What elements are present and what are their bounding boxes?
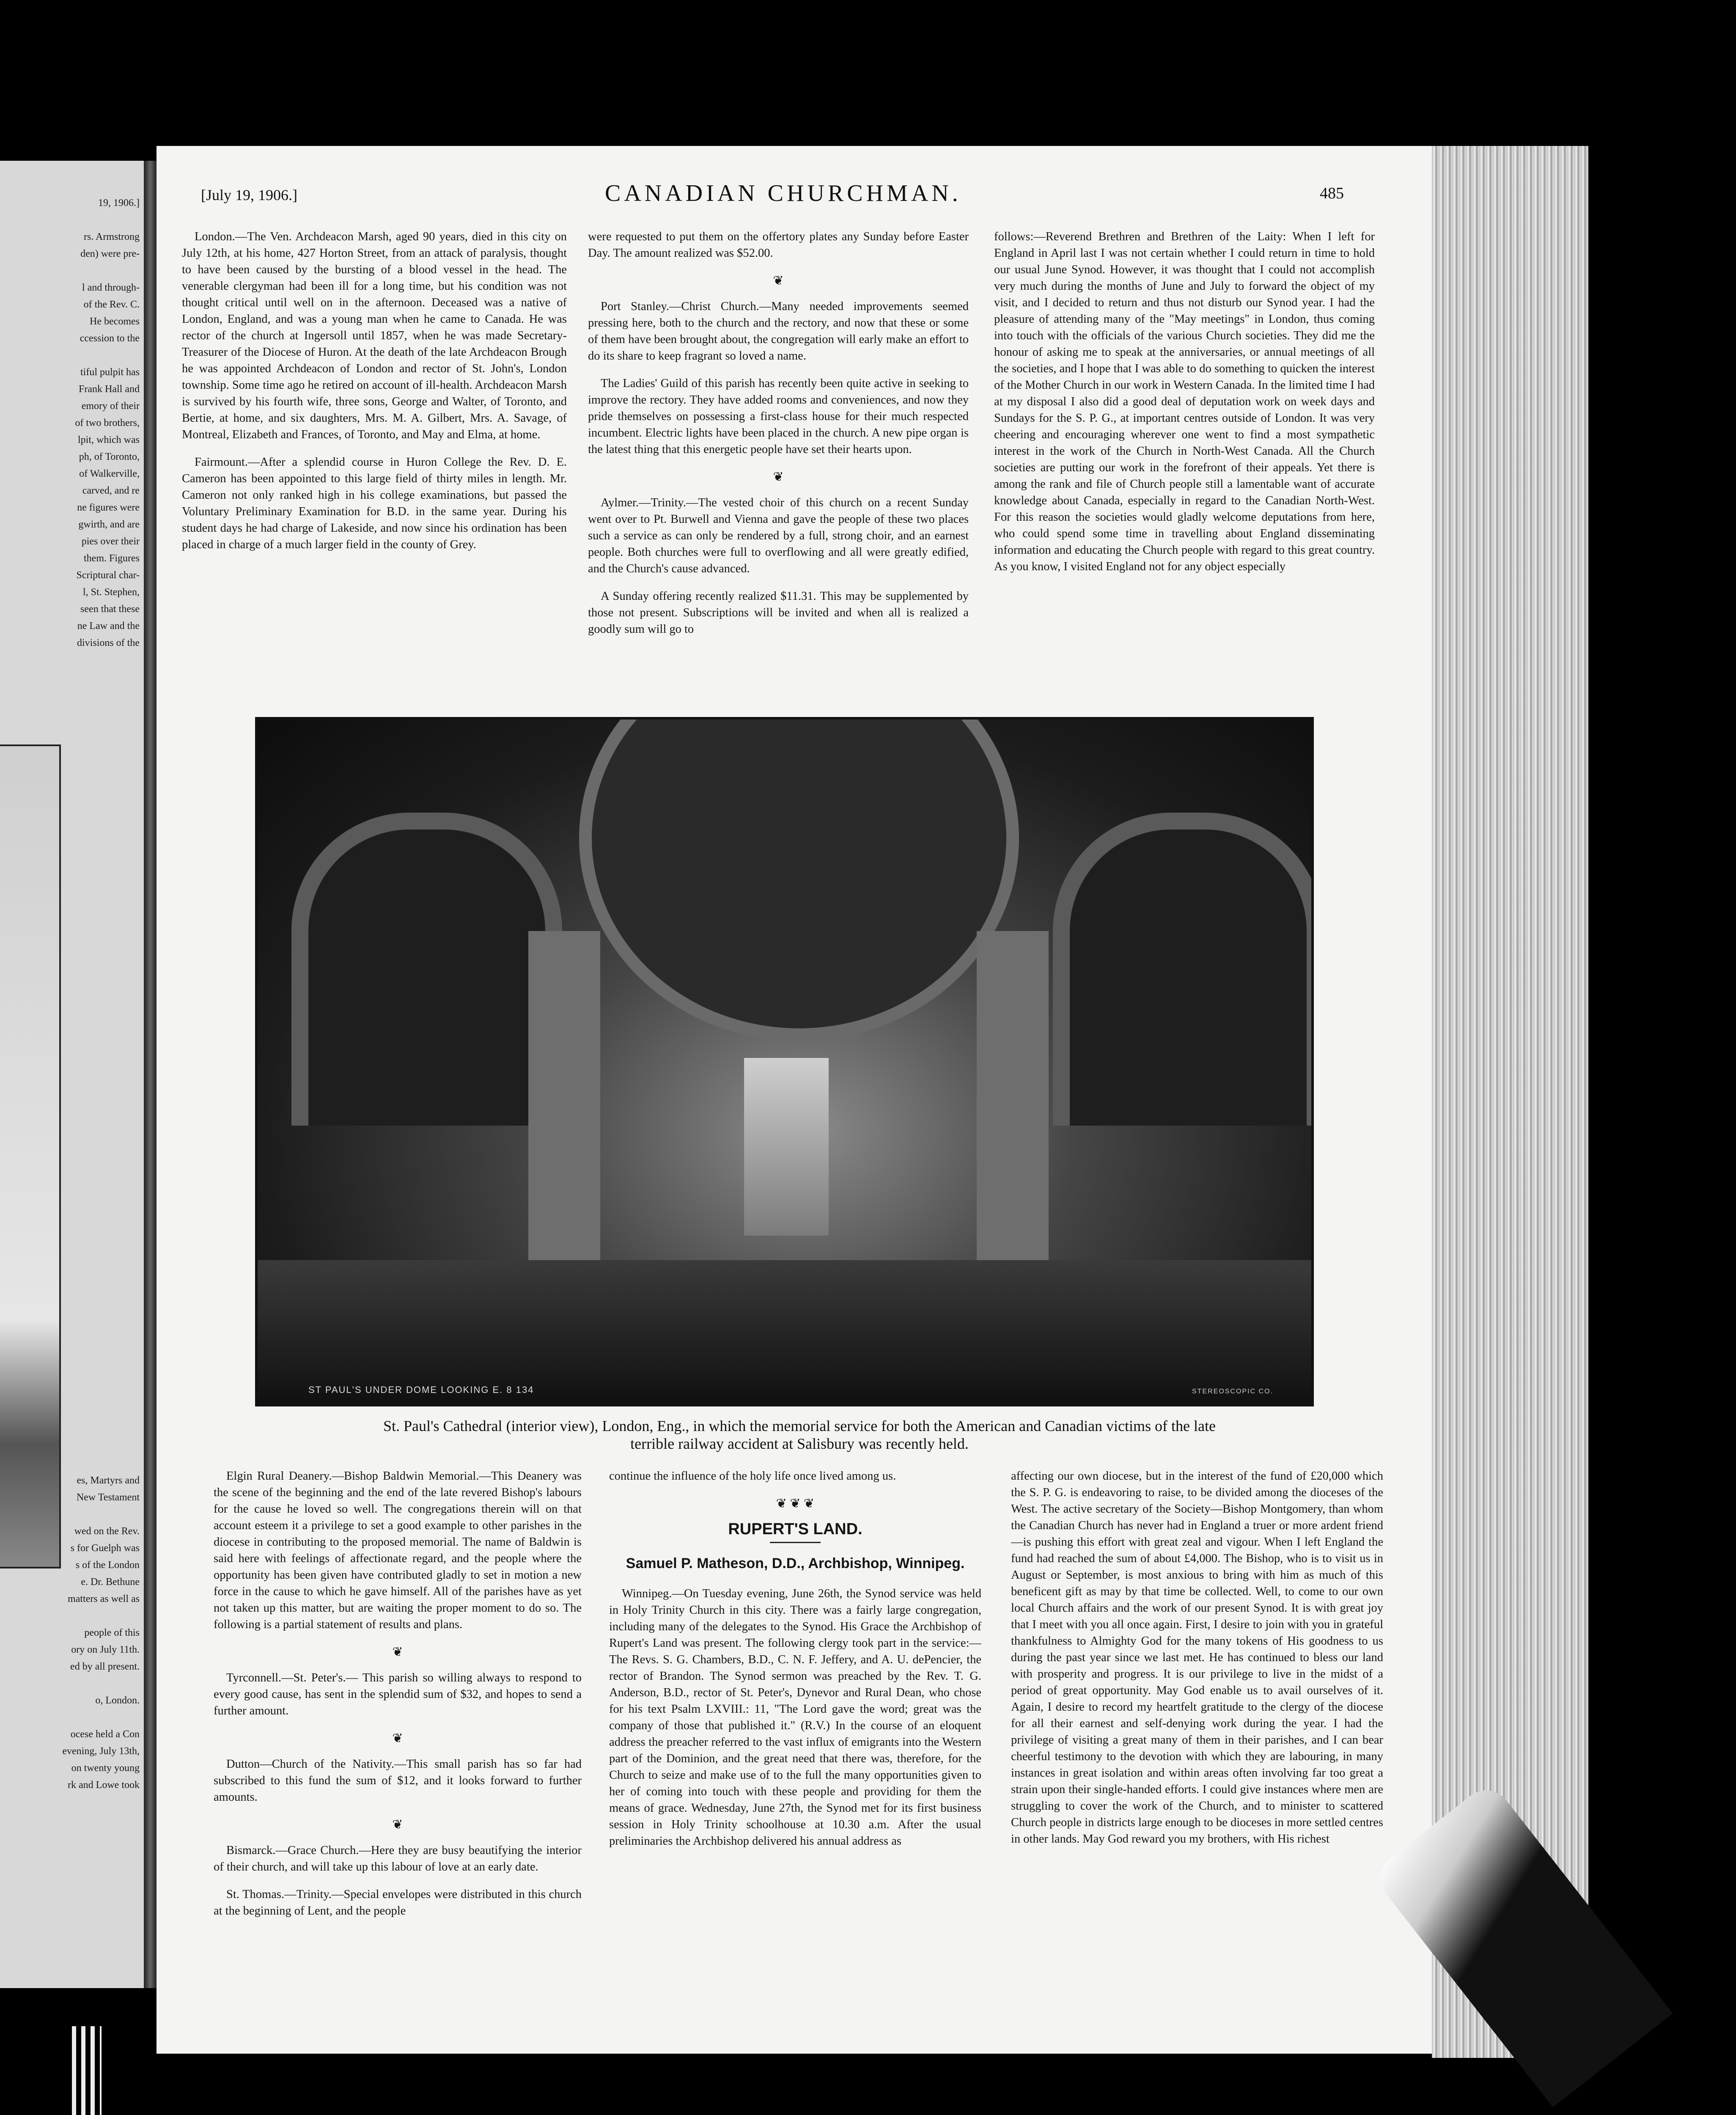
top-column-2 (588, 228, 969, 702)
facing-page-engraving (0, 744, 61, 1568)
photo-caption: St. Paul's Cathedral (interior view), London, Eng., in which the memorial service for both the American and Canadian victims of the late terrible railway accident at Salisbury was recently held. (383, 1417, 1216, 1452)
article-sunday-offering: A Sunday offering recently realized $11.31. This may be supplemented by those not present. Subscriptions will be invited and when all is realized a goodly sum will go to (588, 590, 969, 636)
facing-page-text-top: 19, 1906.] rs. Armstrong den) were pre- l and through- of the Rev. C. He becomes ccession to the tiful pulpit has Frank Hall and emory of their of two brothers, lpit, which was ph, of Toronto, of Walkerville, carved, and re ne figures were gwirth, and are pies over their them. Figures Scriptural char- l, St. Stephen, seen that these ne Law and the divisions of the (75, 198, 140, 648)
article-st-thomas: St. Thomas.—Trinity.—Special envelopes were distributed in this church at the beginning of Lent, and the people (214, 1888, 582, 1917)
page-number: 485 (1320, 184, 1344, 202)
nave-floor (258, 1260, 1311, 1404)
ornament-icon: ❦ (392, 1818, 403, 1832)
article-aylmer: Aylmer.—Trinity.—The vested choir of this church on a recent Sunday went over to Pt. Burwell and Vienna and gave the people of these two places such a service as can only be rendered by a full, strong choir, and an earnest people. Both churches were full to overflowing and all were greatly edified, and the Church's cause advanced. (588, 496, 969, 575)
cathedral-photograph (255, 717, 1314, 1406)
ornament-icon: ❦ (773, 274, 784, 288)
article-address-part1: follows:—Reverend Brethren and Brethren of the Laity: When I left for England in April last I was not certain whether I could return in time to hold our usual June Synod. However, it was thought that I could not accomplish very much during the months of June and July to forward the object of my visit, and I decided to return and thus not disturb our Synod year. I had the pleasure of attending many of the "May meetings" in London, thus coming into touch with the officials of the various Church societies. They did me the honour of asking me to speak at the anniversaries, or annual meetings of all the societies, and I hope that I was able to do something to quicken the interest of the Mother Church in our work in Western Canada. In the limited time I had at my disposal I also did a good deal of deputation work on week days and Sundays for the S. P. G., at important centres outside of London. It was very cheering and encouraging wherever one went to find a most sympathetic interest in the work of the Church in North-West Canada. All the Church societies are putting our work in the forefront of their appeals. Yet there is among the rank and file of Church people still a lamentable want of accurate knowledge about Canada, especially in regard to the Canadian North-West. For this reason the societies would gladly welcome deputations from here, who could spend some time in travelling about England disseminating information and educating the Church people with regard to this great country. As you know, I visited England not for any object especially (994, 230, 1375, 573)
article-london: London.—The Ven. Archdeacon Marsh, aged 90 years, died in this city on July 12th, at his home, 427 Horton Street, from an attack of paralysis, thought to have been caused by the bursting of a blood vessel in the head. The venerable clergyman had been ill for a long time, but his condition was not thought critical until well on in the afternoon. Deceased was a native of London, England, and was a young man when he came to Canada. He was rector of the church at Ingersoll until 1857, when he was made Secretary-Treasurer of the Diocese of Huron. At the death of the late Archdeacon Brough he was appointed Archdeacon of London and rector of St. John's, London township. Some time ago he retired on account of ill-health. Archdeacon Marsh is survived by his fourth wife, three sons, George and Walter, of Toronto, and Bertie, at home, and six daughters, Mrs. M. A. Gilbert, Mrs. A. Savage, of Montreal, Elizabeth and Frances, of Toronto, and May and Elma, at home. (182, 230, 567, 441)
page-edges (1432, 146, 1588, 2058)
photo-maker-label: STEREOSCOPIC CO. (1192, 1388, 1273, 1395)
altar (744, 1058, 829, 1236)
article-port-stanley: Port Stanley.—Christ Church.—Many needed improvements seemed pressing here, both to the church and the rectory, and now that these or some of them have been brought about, the congregation will early make an effort to do its share to keep fragrant so loved a name. (588, 300, 969, 363)
article-fairmount: Fairmount.—After a splendid course in Huron College the Rev. D. E. Cameron has been appointed to this large field of thirty miles in length. Mr. Cameron not only ranked high in his college examinations, but passed the Voluntary Preliminary Examination for B.D. in the same year. During his student days he had charge of Lakeside, and now since his ordination has been placed in charge of a much larger field in the county of Grey. (182, 456, 567, 551)
bottom-column-2 (609, 1468, 981, 1958)
left-arch (291, 813, 562, 1126)
photo-plate-label: ST PAUL'S UNDER DOME LOOKING E. 8 134 (308, 1384, 534, 1395)
article-continuation: were requested to put them on the offertory plates any Sunday before Easter Day. The amount realized was $52.00. (588, 230, 969, 260)
article-continuation: continue the influence of the holy life once lived among us. (609, 1470, 896, 1483)
article-winnipeg: Winnipeg.—On Tuesday evening, June 26th, the Synod service was held in Holy Trinity Church in this city. There was a fairly large congregation, including many of the delegates to the Synod. His Grace the Archbishop of Rupert's Land was present. The following clergy took part in the service:—The Revs. S. G. Chambers, B.D., C. N. F. Jeffery, and A. U. dePencier, the rector of Brandon. The Synod sermon was preached by the Rev. T. G. Anderson, B.D., rector of St. Peter's, Dynevor and Rural Dean, who chose for his text Psalm LXVIII.: 11, "The Lord gave the word; great was the company of those that published it." (R.V.) In the course of an eloquent address the preacher referred to the vast influx of emigrants into the Western part of the Dominion, and the great need that there was, therefore, for the Church to seize and make use of to the full the many opportunities given to her of coming into touch with these people and providing for them the means of grace. Wednesday, June 27th, the Synod met for its first business session in Holy Trinity schoolhouse at 10.30 a.m. After the usual preliminaries the Archbishop delivered his annual address as (609, 1587, 981, 1848)
article-byline: Samuel P. Matheson, D.D., Archbishop, Winnipeg. (626, 1555, 965, 1571)
article-elgin-deanery: Elgin Rural Deanery.—Bishop Baldwin Memorial.—This Deanery was the scene of the beginning and the end of the late revered Bishop's labours for the cause he loved so well. The congregations therein will on that account esteem it a privilege to set a good example to other parishes in the diocese in contributing to the proposed memorial. The name of Baldwin is said here with feelings of affectionate regard, and the people where the opportunity has been given have contributed gladly to set in motion a new force in the cause to which he gave himself. All of the parishes have as yet not taken up this matter, but are waiting the proper moment to do so. The following is a partial statement of results and plans. (214, 1470, 582, 1631)
section-heading: RUPERT'S LAND. (728, 1520, 863, 1538)
book-gutter (144, 161, 157, 1988)
masthead-title: CANADIAN CHURCHMAN. (605, 180, 961, 206)
issue-date: [July 19, 1906.] (201, 187, 297, 203)
triple-ornament-icon: ❦ ❦ ❦ (776, 1497, 815, 1511)
article-tyrconnell: Tyrconnell.—St. Peter's.— This parish so willing always to respond to every good cause, has sent in the splendid sum of $32, and hopes to send a further amount. (214, 1671, 582, 1717)
article-ladies-guild: The Ladies' Guild of this parish has recently been quite active in seeking to improve the rectory. They have added rooms and conveniences, and now they pride themselves on possessing a first-class house for their much respected incumbent. Electric lights have been placed in the church. A new pipe organ is the latest thing that this energetic people have set their hearts upon. (588, 377, 969, 456)
right-arch (1053, 813, 1314, 1126)
article-dutton: Dutton—Church of the Nativity.—This small parish has so far had subscribed to this fund the sum of $12, and it looks forward to further amounts. (214, 1758, 582, 1804)
ornament-icon: ❦ (392, 1645, 403, 1659)
ornament-icon: ❦ (392, 1731, 403, 1745)
section-rule (770, 1542, 821, 1543)
ornament-icon: ❦ (773, 470, 784, 484)
article-bismarck: Bismarck.—Grace Church.—Here they are busy beautifying the interior of their church, and will take up this labour of love at an early date. (214, 1844, 582, 1873)
scanner-edge (72, 2026, 102, 2115)
facing-page-text-bottom: es, Martyrs and New Testament wed on the Rev. s for Guelph was s of the London e. Dr. Bethune matters as well as people of this ory on July 11th. ed by all present. o, London. ocese held a Con evening, July 13th, on twenty young rk and Lowe took (62, 1475, 140, 1791)
article-address-part2: affecting our own diocese, but in the interest of the fund of £20,000 which the S. P. G. is endeavoring to raise, to be divided among the dioceses of the West. The active secretary of the Society—Bishop Montgomery, than whom the Canadian Church has never had in England a truer or more ardent friend—is pushing this effort with great zeal and vigour. When I left England the fund had reached the sum of about £4,000. The Bishop, who is to visit us in August or September, is most anxious to bring with him as much of this beneficent gift as may by that time be collected. Well, to come to our own local Church affairs and the work of our present Synod. It is with great joy that I meet with you all once again. First, I desire to join with you in grateful thankfulness to Almighty God for the many tokens of His goodness to us during the past year since we last met. He has continued to bless our land with prosperity and progress. It is our privilege to live in the midst of a period of great opportunity. May God enable us to avail ourselves of it. Again, I desire to record my heartfelt gratitude to the clergy of the diocese for all their earnest and self-denying work during the year. I had the privilege of visiting a great many of them in their parishes, and I can bear cheerful testimony to the devotion with which they are labouring, in many instances in great isolation and within areas often involving far too great a strain upon their single-handed efforts. I could give instances where men are struggling to cover the work of the Church, and to minister to scattered Church people in districts large enough to be dioceses in more settled centres in other lands. May God reward you my brothers, with His richest (1011, 1470, 1383, 1846)
facing-page (0, 161, 144, 1988)
top-column-3 (994, 228, 1375, 702)
top-column-1 (182, 228, 567, 702)
dome-vault (579, 717, 1019, 1041)
bottom-column-1 (214, 1468, 582, 1958)
bottom-column-3 (1011, 1468, 1383, 1958)
